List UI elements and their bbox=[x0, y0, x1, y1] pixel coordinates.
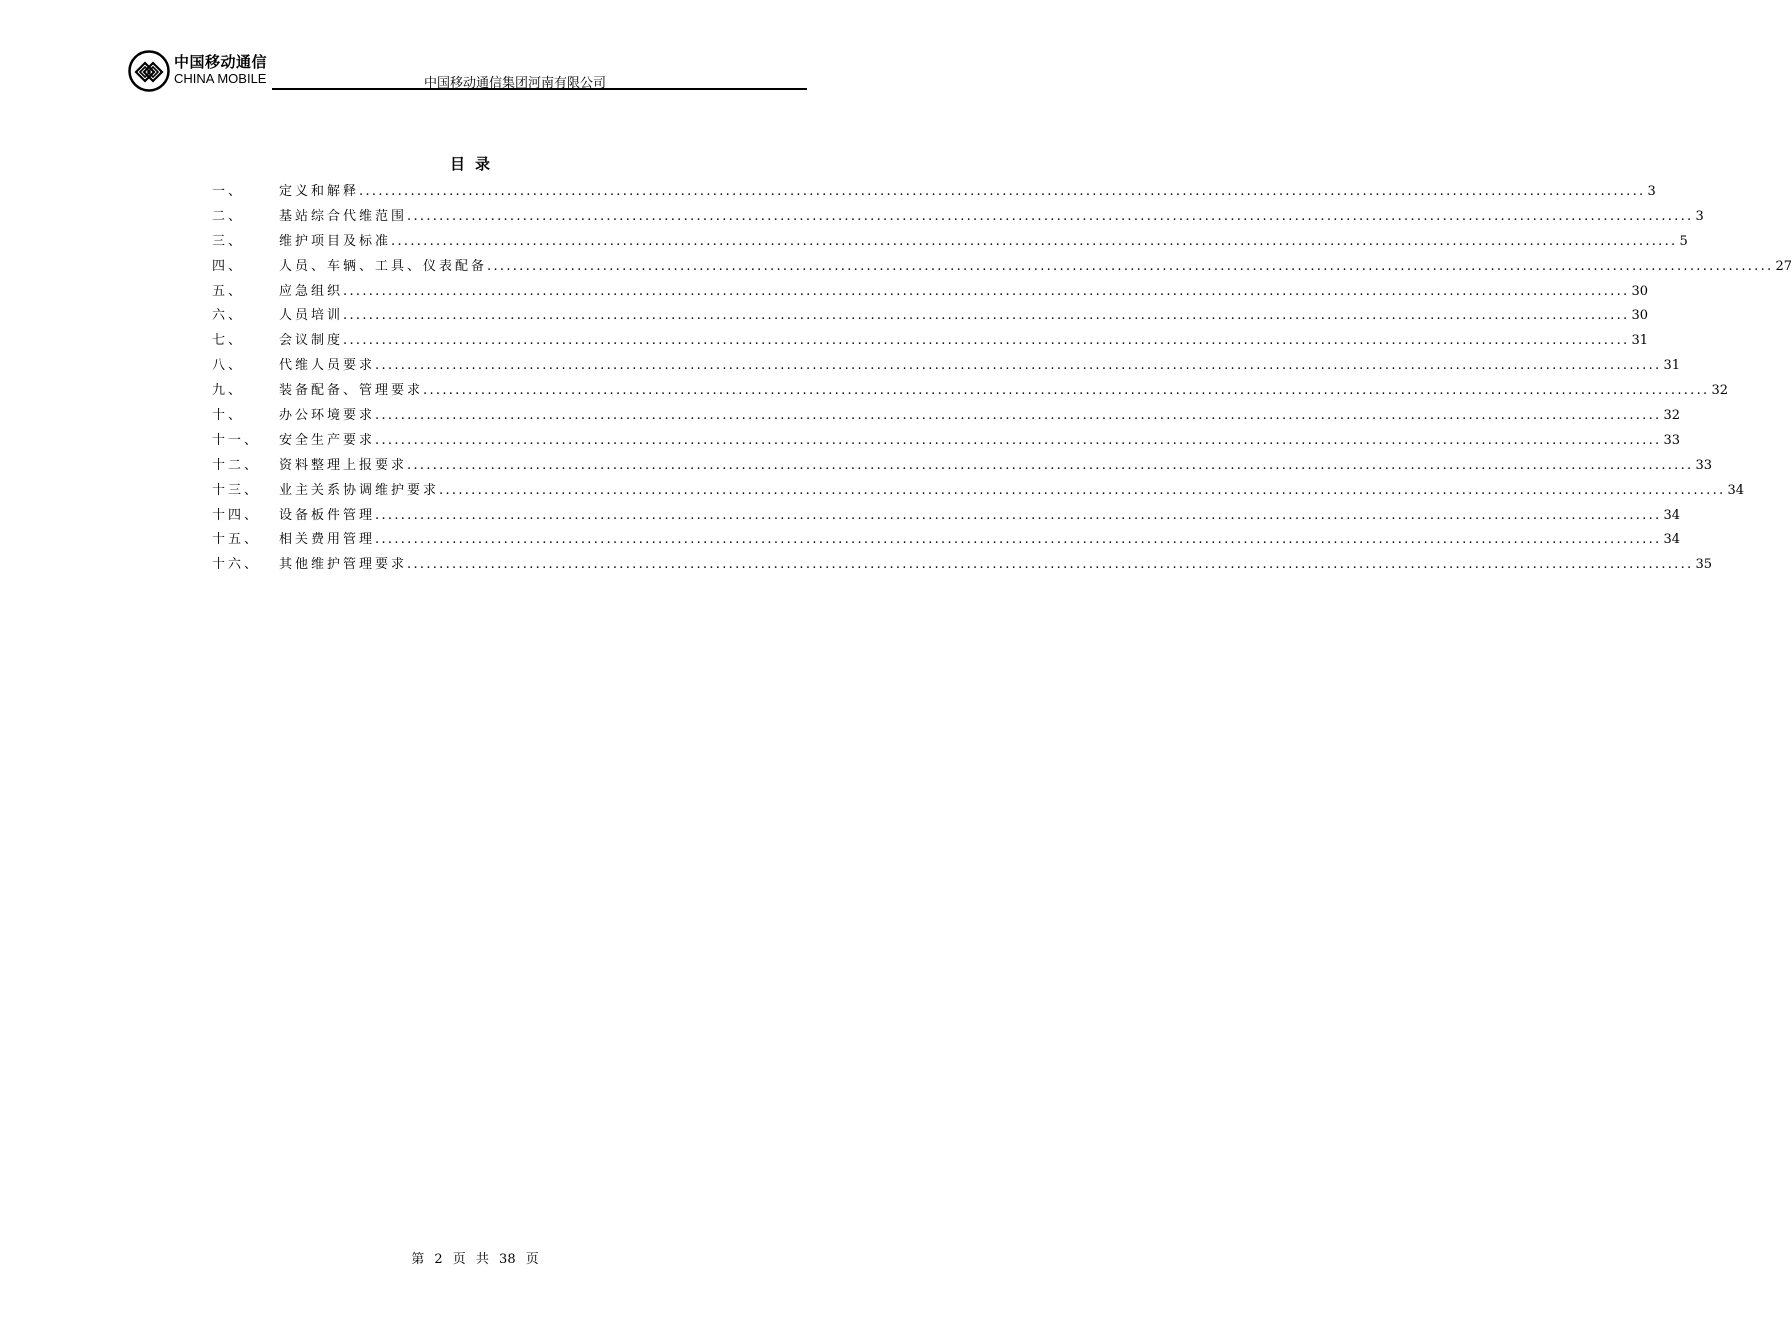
toc-entry-line bbox=[279, 404, 1681, 424]
logo-english-text: CHINA MOBILE bbox=[174, 71, 267, 86]
toc-entry-number: 八、 bbox=[212, 358, 245, 374]
toc-entry-number: 十、 bbox=[212, 408, 245, 424]
toc-entry[interactable] bbox=[212, 477, 1745, 502]
toc-entry-line bbox=[279, 304, 1649, 324]
toc-entry-line bbox=[279, 479, 1745, 498]
toc-entry[interactable] bbox=[212, 427, 1681, 452]
toc-entry-line bbox=[279, 553, 1713, 573]
toc-entry[interactable] bbox=[212, 551, 1713, 576]
toc-entry-page: 31 bbox=[1631, 333, 1649, 349]
toc-entry-number: 六、 bbox=[212, 308, 245, 324]
toc-entry-label: 设备板件管理 bbox=[279, 507, 376, 523]
toc-entry[interactable] bbox=[212, 253, 1792, 278]
toc-entry-label: 安全生产要求 bbox=[279, 432, 376, 448]
toc-entry-page: 34 bbox=[1727, 482, 1745, 498]
toc-entry-line bbox=[279, 180, 1656, 199]
toc-entry-label: 代维人员要求 bbox=[279, 358, 376, 374]
toc-entry[interactable] bbox=[212, 352, 1681, 377]
toc-entry-page: 3 bbox=[1647, 184, 1656, 199]
toc-entry-number: 一、 bbox=[212, 184, 245, 199]
toc-entry[interactable] bbox=[212, 526, 1681, 551]
toc-entry-label: 资料整理上报要求 bbox=[279, 457, 408, 473]
toc-entry-page: 31 bbox=[1663, 358, 1681, 374]
toc-entry-line bbox=[279, 205, 1704, 224]
toc-entry-label: 装备配备、管理要求 bbox=[279, 383, 424, 399]
toc-entry-number: 十三、 bbox=[212, 482, 261, 498]
toc-entry-number: 十一、 bbox=[212, 432, 261, 448]
toc-dot-leader: ........................................................................................................................................................................................................ bbox=[407, 457, 1694, 473]
toc-entry-number: 三、 bbox=[212, 233, 245, 249]
toc-entry-label: 维护项目及标准 bbox=[279, 233, 392, 249]
logo-chinese-text: 中国移动通信 bbox=[174, 53, 268, 71]
toc-entry-number: 十四、 bbox=[212, 507, 261, 523]
toc-entry-label: 办公环境要求 bbox=[279, 408, 376, 424]
toc-entry-label: 人员培训 bbox=[279, 308, 344, 324]
toc-dot-leader: ........................................................................................................................................................................................................ bbox=[439, 482, 1726, 498]
page-footer: 第 2 页 共 38 页 bbox=[411, 1252, 539, 1267]
toc-entry[interactable] bbox=[212, 402, 1681, 427]
toc-entry-page: 34 bbox=[1663, 532, 1681, 548]
toc-entry-label: 会议制度 bbox=[279, 333, 344, 349]
toc-entry-label: 业主关系协调维护要求 bbox=[279, 482, 440, 498]
toc-entry-line bbox=[279, 429, 1681, 448]
toc-entry-page: 27 bbox=[1775, 258, 1792, 274]
toc-entry[interactable] bbox=[212, 178, 1656, 203]
toc-entry-label: 定义和解释 bbox=[279, 184, 360, 199]
toc-entry-number: 二、 bbox=[212, 208, 245, 224]
toc-dot-leader: ........................................................................................................................................................................................................ bbox=[375, 507, 1662, 523]
toc-dot-leader: ........................................................................................................................................................................................................ bbox=[343, 283, 1630, 299]
toc-dot-leader: ........................................................................................................................................................................................................ bbox=[359, 184, 1646, 199]
toc-dot-leader: ........................................................................................................................................................................................................ bbox=[375, 358, 1662, 374]
toc-entry-number: 十二、 bbox=[212, 457, 261, 473]
toc-dot-leader: ........................................................................................................................................................................................................ bbox=[375, 432, 1662, 448]
page-header bbox=[128, 50, 808, 92]
toc-dot-leader: ........................................................................................................................................................................................................ bbox=[343, 333, 1630, 349]
toc-entry-label: 基站综合代维范围 bbox=[279, 208, 408, 224]
toc-entry-line bbox=[279, 504, 1681, 523]
toc-entry-number: 十六、 bbox=[212, 557, 261, 573]
toc-entry-page: 5 bbox=[1679, 233, 1688, 249]
china-mobile-logo-icon bbox=[128, 50, 170, 92]
toc-dot-leader: ........................................................................................................................................................................................................ bbox=[375, 408, 1662, 424]
toc-entry-page: 3 bbox=[1695, 208, 1704, 224]
toc-dot-leader: ........................................................................................................................................................................................................ bbox=[407, 557, 1694, 573]
toc-entry-number: 四、 bbox=[212, 258, 245, 274]
toc-entry-label: 人员、车辆、工具、仪表配备 bbox=[279, 258, 488, 274]
toc-dot-leader: ........................................................................................................................................................................................................ bbox=[343, 308, 1630, 324]
toc-entry-page: 32 bbox=[1663, 408, 1681, 424]
toc-entry[interactable] bbox=[212, 228, 1688, 253]
toc-entry[interactable] bbox=[212, 327, 1649, 352]
toc-entry-page: 34 bbox=[1663, 507, 1681, 523]
toc-dot-leader: ........................................................................................................................................................................................................ bbox=[375, 532, 1662, 548]
toc-entry[interactable] bbox=[212, 203, 1704, 228]
table-of-contents bbox=[212, 178, 1792, 576]
toc-entry-number: 九、 bbox=[212, 383, 245, 399]
toc-dot-leader: ........................................................................................................................................................................................................ bbox=[407, 208, 1694, 224]
toc-entry-line bbox=[279, 280, 1649, 299]
china-mobile-logo bbox=[128, 50, 278, 92]
toc-entry-line bbox=[279, 454, 1713, 473]
toc-entry[interactable] bbox=[212, 377, 1729, 402]
toc-entry-number: 五、 bbox=[212, 283, 245, 299]
header-divider bbox=[272, 88, 807, 90]
toc-dot-leader: ........................................................................................................................................................................................................ bbox=[487, 258, 1774, 274]
toc-entry[interactable] bbox=[212, 302, 1649, 327]
toc-entry-line bbox=[279, 528, 1681, 548]
toc-entry-line bbox=[279, 255, 1792, 274]
toc-entry-label: 相关费用管理 bbox=[279, 532, 376, 548]
toc-entry-number: 十五、 bbox=[212, 532, 261, 548]
toc-entry-page: 33 bbox=[1663, 432, 1681, 448]
toc-entry-line bbox=[279, 329, 1649, 349]
toc-entry-label: 应急组织 bbox=[279, 283, 344, 299]
toc-entry-number: 七、 bbox=[212, 333, 245, 349]
toc-dot-leader: ........................................................................................................................................................................................................ bbox=[423, 383, 1710, 399]
toc-entry-page: 35 bbox=[1695, 557, 1713, 573]
toc-title: 目录 bbox=[449, 155, 500, 173]
toc-dot-leader: ........................................................................................................................................................................................................ bbox=[391, 233, 1678, 249]
toc-entry-page: 30 bbox=[1631, 308, 1649, 324]
toc-entry-page: 32 bbox=[1711, 383, 1729, 399]
toc-entry[interactable] bbox=[212, 278, 1649, 303]
toc-entry-line bbox=[279, 230, 1688, 249]
toc-entry-page: 33 bbox=[1695, 457, 1713, 473]
toc-entry-line bbox=[279, 354, 1681, 374]
toc-entry[interactable] bbox=[212, 502, 1681, 527]
header-company-name: 中国移动通信集团河南有限公司 bbox=[424, 76, 607, 91]
toc-entry-page: 30 bbox=[1631, 283, 1649, 299]
toc-entry[interactable] bbox=[212, 452, 1713, 477]
toc-entry-line bbox=[279, 379, 1729, 399]
toc-entry-label: 其他维护管理要求 bbox=[279, 557, 408, 573]
